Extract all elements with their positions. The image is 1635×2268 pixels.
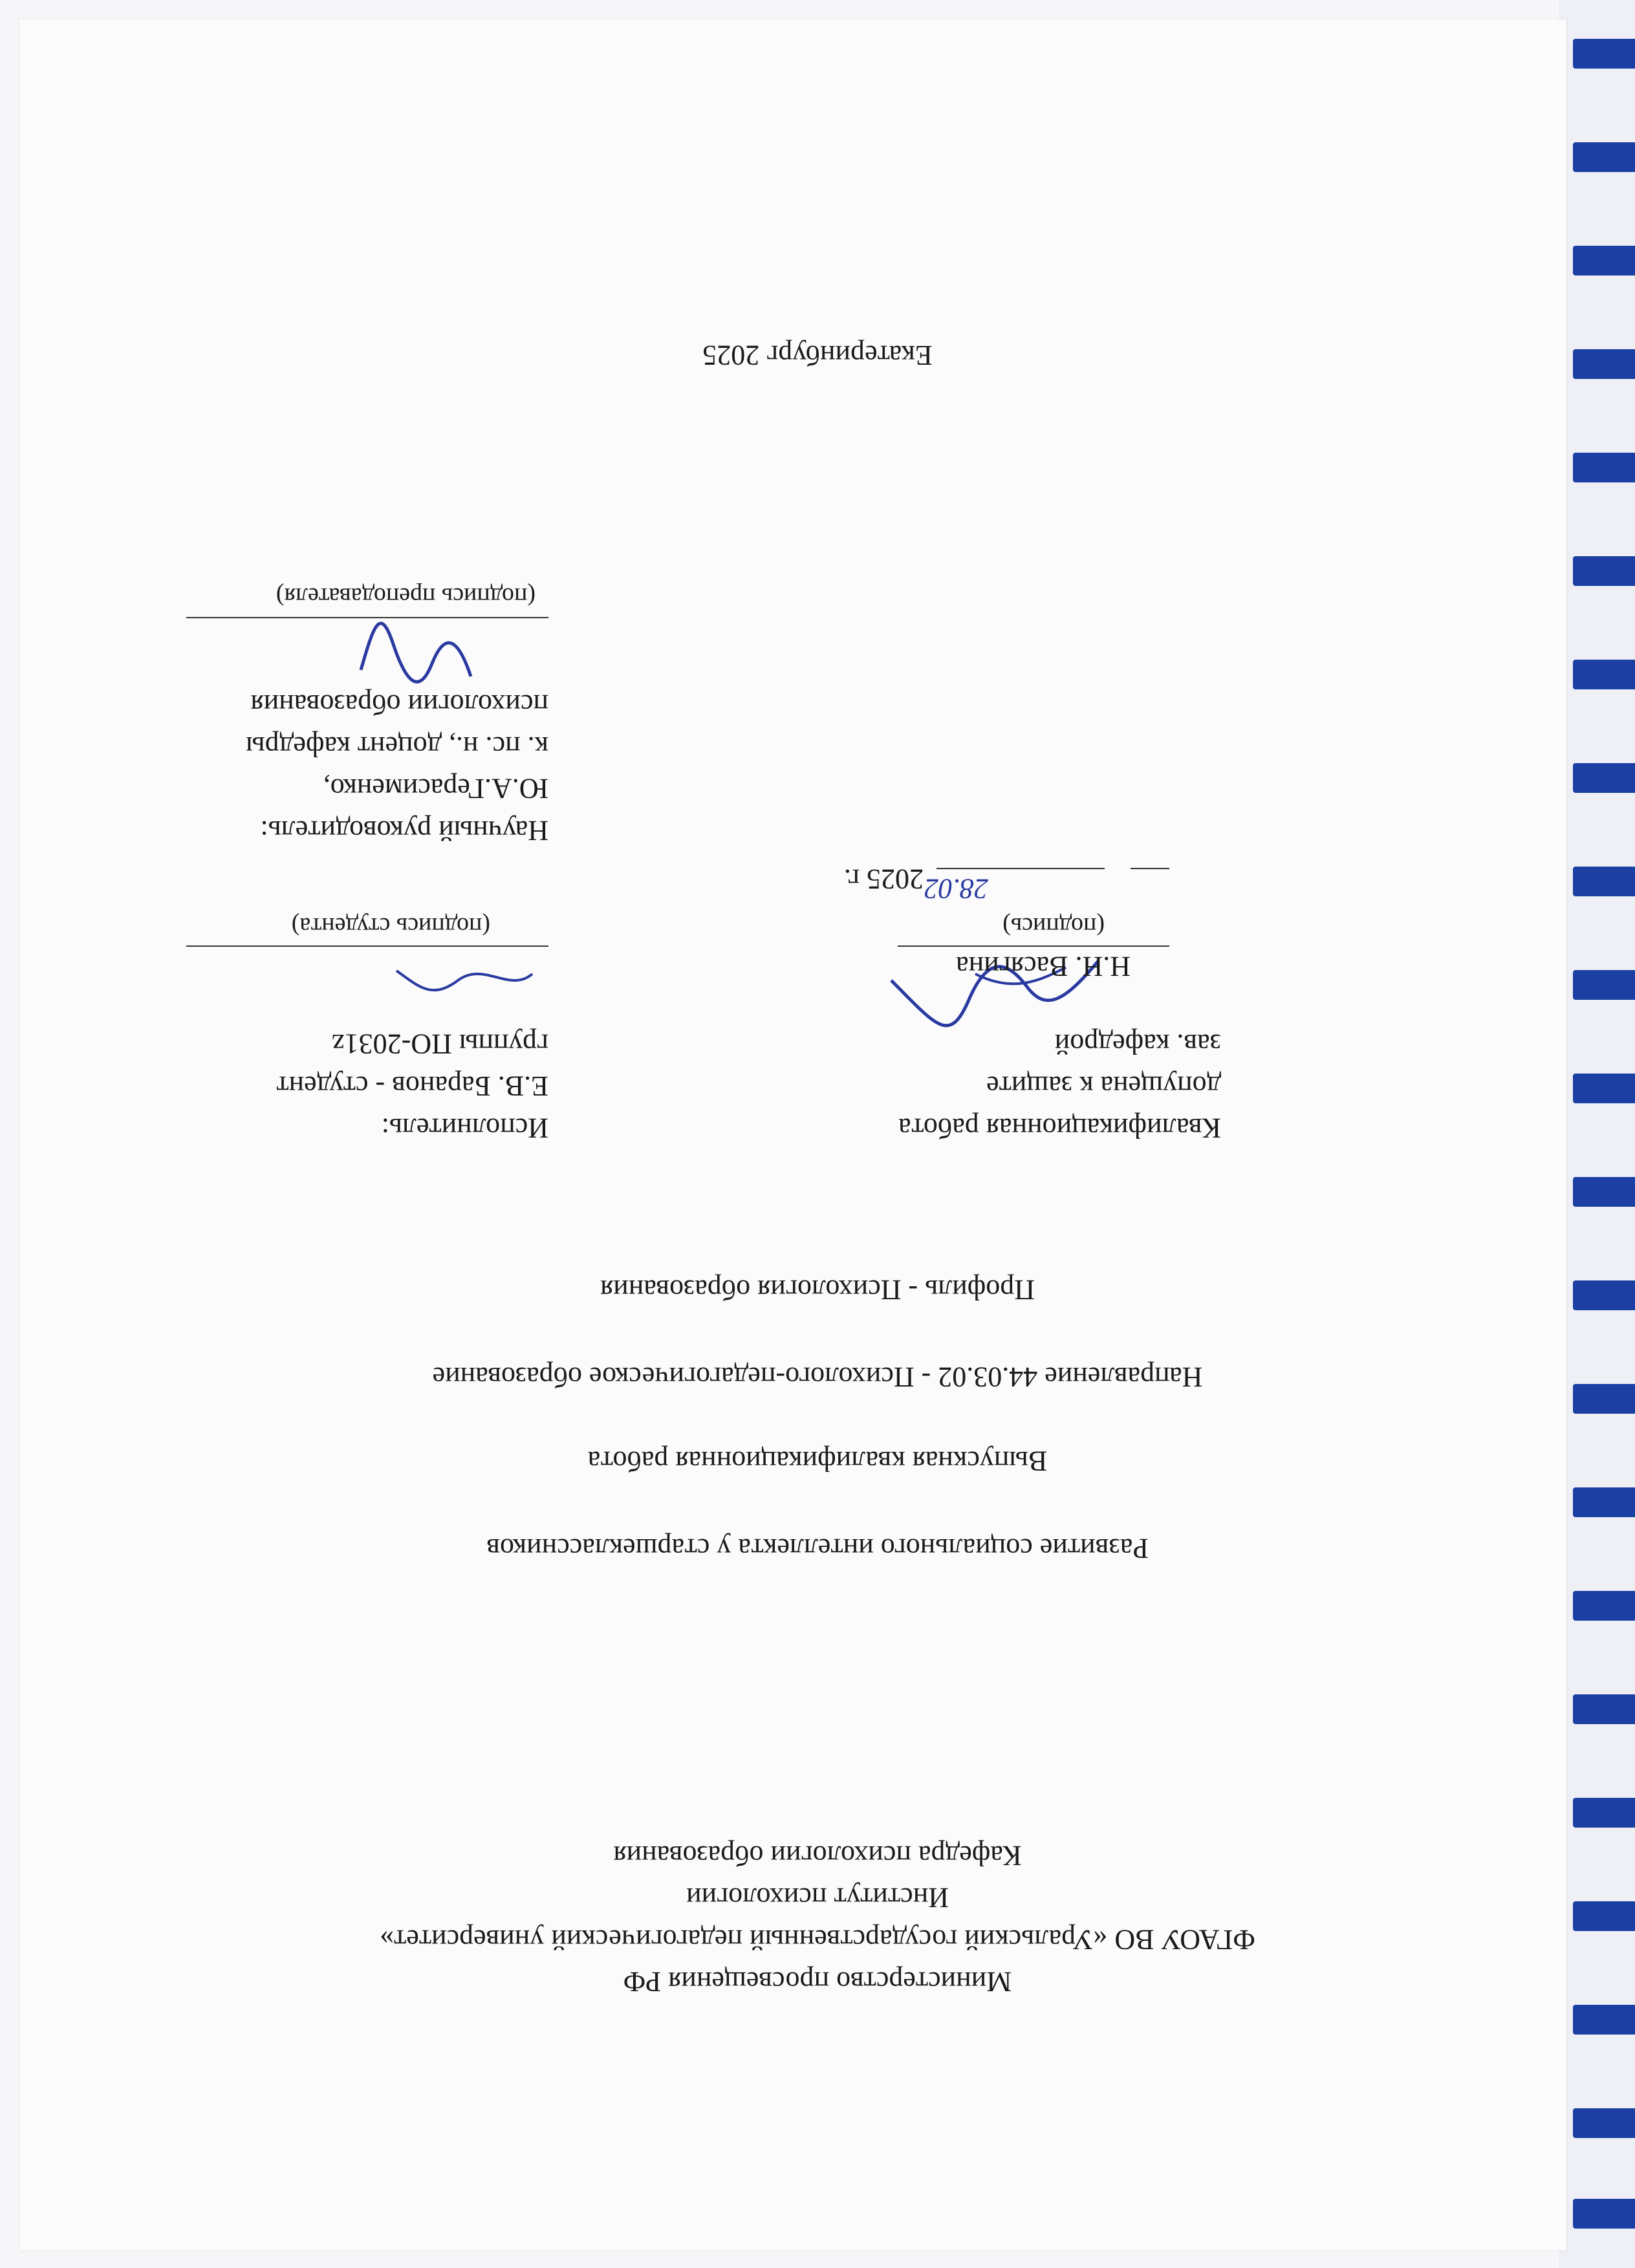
work-type: Выпускная квалификационная работа [587, 1445, 1048, 1477]
department-line: Кафедра психологии образования [613, 1840, 1022, 1872]
approval-date-rule-day [1131, 868, 1169, 869]
author-name: Е.В. Баранов - студент [276, 1070, 548, 1102]
supervisor-name: Ю.А.Герасименко, [323, 773, 548, 805]
profile-line: Профиль - Психология образования [600, 1274, 1035, 1306]
direction-line: Направление 44.03.02 - Психолого-педагогическое образование [432, 1361, 1203, 1393]
supervisor-position: к. пс. н., доцент кафедры [246, 731, 548, 762]
supervisor-signature-rule [186, 617, 548, 618]
approval-date-rule-month [937, 868, 1105, 869]
author-group: группы ПО-2031z [332, 1028, 548, 1060]
author-label: Исполнитель: [381, 1112, 548, 1144]
supervisor-label: Научный руководитель: [260, 815, 548, 847]
approval-line2: допущена к защите [986, 1070, 1221, 1102]
author-signature-caption: (подпись студента) [291, 913, 490, 940]
approval-line3: зав. кафедрой [1054, 1028, 1221, 1060]
university-line: ФГАОУ ВО «Уральский государственный педагогический университет» [380, 1924, 1255, 1956]
approval-name: Н.Н. Васягина [956, 951, 1131, 982]
approval-line1: Квалификационная работа [898, 1112, 1221, 1144]
approval-year: 2025 г. [843, 863, 924, 895]
approval-signature-rule [898, 945, 1169, 947]
supervisor-signature-icon [354, 618, 484, 689]
author-signature-rule [186, 945, 548, 947]
institute-line: Институт психологии [686, 1882, 949, 1914]
supervisor-signature-caption: (подпись преподавателя) [276, 583, 536, 610]
supervisor-department: психологии образования [250, 689, 548, 720]
city-year: Екатеринбург 2025 [702, 340, 933, 371]
thesis-topic: Развитие социального интеллекта у старшеклассников [486, 1533, 1149, 1564]
author-signature-icon [393, 955, 536, 1000]
ministry-line: Министерство просвещения РФ [623, 1966, 1012, 1998]
approval-signature-caption: (подпись) [1002, 913, 1105, 940]
approval-date-handwritten: 28.02 [924, 873, 988, 905]
